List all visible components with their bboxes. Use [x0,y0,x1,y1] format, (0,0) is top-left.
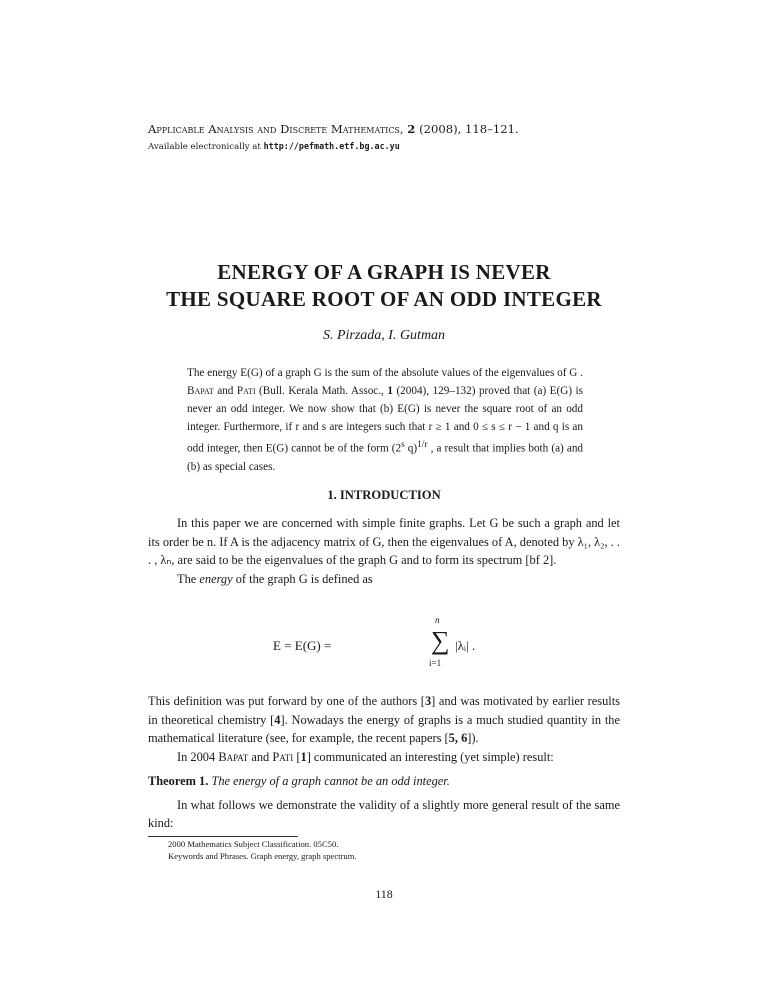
citation-3[interactable]: 3 [424,694,432,708]
paper-title-line-2: THE SQUARE ROOT OF AN ODD INTEGER [166,287,602,311]
bapat-name: Bapat [218,750,249,765]
paper-title-line-1: ENERGY OF A GRAPH IS NEVER [217,260,551,284]
journal-name: Applicable Analysis and Discrete Mathematics [148,122,400,136]
abstract-text-3: (2004), 129–132) proved that (a) E(G) is never an odd integer. We now show that (b) E(G) is never the square root of an odd integer. Furthermore, if r and s are integers such that r ≥ 1 and 0 ≤ s ≤ r − 1 and q is an odd integer, then E(G) cannot be of the form (2 [187,385,583,455]
bapat-pati-and: and [248,750,273,765]
abstract-sup-r: 1/r [417,440,428,450]
page-number: 118 [375,887,393,901]
footnote-divider [148,836,298,837]
theorem-1 [148,772,620,791]
energy-def-text-a: The [177,572,200,587]
energy-term: energy [199,572,233,587]
paragraph-energy-definition [148,570,620,589]
citation-1[interactable]: 1 [300,750,307,765]
section-heading-introduction: 1. INTRODUCTION [327,488,441,502]
equation-lhs: E = E(G) = [273,638,332,653]
abstract [187,364,583,476]
pati-name: Pati [272,750,294,765]
abstract-text-1: The energy E(G) of a graph G is the sum of the absolute values of the eigenvalues of G . [187,367,583,379]
bapat-pati-text-a: In 2004 [177,750,219,765]
paragraph-bapat-pati [148,748,620,767]
equation-rhs: |λᵢ| . [455,638,476,653]
availability-prefix: Available electronically at [148,142,261,152]
abstract-text-5: , a result that implies both (a) and (b) as special cases. [187,442,584,473]
theorem-label: Theorem 1. [148,773,209,788]
abstract-text-4: q) [404,442,418,455]
theorem-statement: The energy of a graph cannot be an odd integer. [211,773,450,788]
footnote-msc: 2000 Mathematics Subject Classification. 05C50. [168,839,339,849]
abstract-author-bapat: Bapat [187,385,214,397]
energy-def-text-b: of the graph G is defined as [232,572,373,587]
citation-5-6[interactable]: 5, 6 [448,731,468,746]
paragraph-intro: In this paper we are concerned with simple finite graphs. Let G be such a graph and let its order be n. If A is the adjacency matrix of G, then the eigenvalues of A, denoted by λ₁, λ₂, . . . , λₙ, are said to be the eigenvalues of the graph G and to form its spectrum [bf 2]. [148,516,620,568]
energy-equation [273,615,513,678]
footnotes [168,838,357,862]
equation-sum-upper: n [435,615,440,625]
journal-header: Applicable Analysis and Discrete Mathematics, 2 (2008), 118–121. [148,122,519,136]
availability-line [148,141,400,152]
footnote-keywords: Keywords and Phrases. Graph energy, graph spectrum. [168,851,357,861]
journal-url-link[interactable]: http://pefmath.etf.bg.ac.yu [263,141,400,151]
motivation-text-d: ]). [467,731,479,746]
journal-volume: 2 [407,122,416,136]
bapat-pati-text-b: [ [293,750,301,765]
abstract-and: and [213,385,237,397]
summation-icon: ∑ [431,626,450,655]
motivation-text-b: ] and was motivated by earlier results in theoretical chemistry [ [148,694,620,727]
paper-authors: S. Pirzada, I. Gutman [322,328,446,343]
bapat-pati-text-c: ] communicated an interesting (yet simple) result: [306,750,554,765]
paragraph-motivation [148,692,620,748]
paragraph-general-result: In what follows we demonstrate the validity of a slightly more general result of the same kind: [148,797,620,831]
abstract-sup-s: s [401,440,405,450]
equation-sum-lower: i=1 [429,658,442,668]
motivation-text-c: ]. Nowadays the energy of graphs is a much studied quantity in the mathematical literature (see, for example, the recent papers [ [148,712,620,746]
citation-4[interactable]: 4 [274,712,281,727]
abstract-author-pati: Pati [236,385,256,397]
body-text-top [148,514,620,589]
body-text-bottom [148,692,620,833]
journal-year-pages: (2008), 118–121. [419,122,519,136]
abstract-volume: 1 [387,385,393,397]
motivation-text-a: This definition was put forward by one of the authors [ [148,694,425,708]
abstract-text-2: (Bull. Kerala Math. Assoc., [255,385,388,397]
